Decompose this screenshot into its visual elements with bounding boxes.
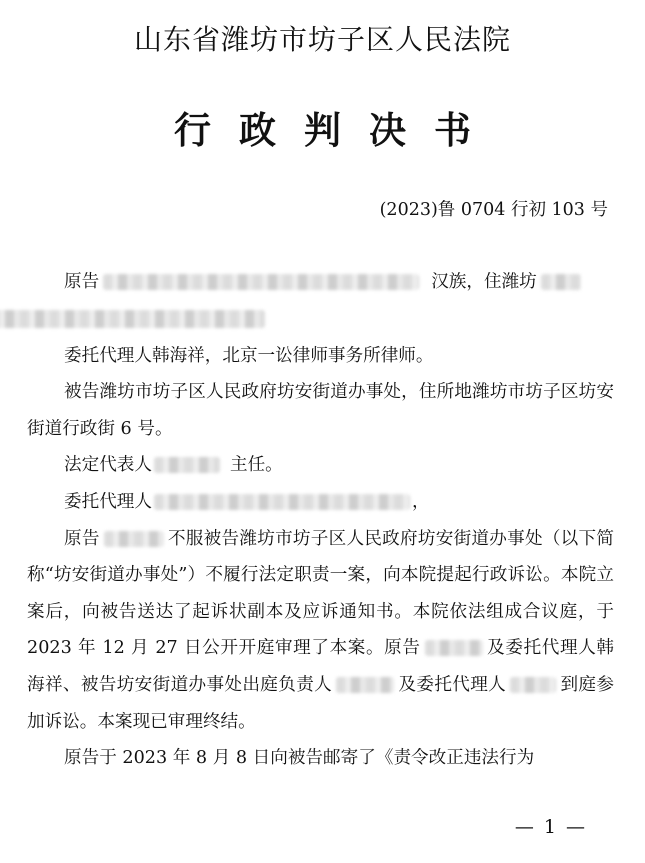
paragraph-plaintiff-agent: 委托代理人韩海祥，北京一讼律师事务所律师。 [64,345,434,366]
plaintiff-suffix: 汉族，住潍坊 [431,272,537,292]
case-text-part1: 不服被告潍坊市坊子区人民政府坊安街道办事处（以下简称“坊安街道办事处”）不履行法定职责一案，向本院提起行政诉讼。本院立案后，向被告送达了起诉状副本及应诉通知书。本院依法组成合议庭，于 2023 年 12 月 27 日公开开庭审理了本案。原告 [27,528,614,659]
redacted-plaintiff-name-2 [425,640,483,656]
page-number: — 1 — [514,816,587,838]
case-prefix: 原告 [64,528,100,549]
case-number: (2023)鲁 0704 行初 103 号 [379,200,608,220]
redacted-legal-rep-name [154,457,220,473]
case-text-part4: 到庭参加诉讼。本案现已审理终结。 [27,674,614,732]
legal-rep-suffix: 主任。 [229,455,283,476]
document-title: 行政判决书 [174,108,499,152]
agent-defendant-prefix: 委托代理人 [64,491,152,512]
redacted-plaintiff-name [104,531,164,547]
redacted-address-continued [0,310,265,328]
court-name: 山东省潍坊市坊子区人民法院 [133,23,511,56]
plaintiff-prefix: 原告 [64,272,100,292]
paragraph-defendant: 被告潍坊市坊子区人民政府坊安街道办事处，住所地潍坊市坊子区坊安街道行政街 6 号。 [27,382,614,439]
redacted-address [541,274,581,290]
agent-defendant-suffix: ， [411,491,430,512]
legal-rep-prefix: 法定代表人 [64,455,152,476]
paragraph-plaintiff [27,264,614,328]
judgment-body [27,264,614,777]
redacted-plaintiff-info [103,274,419,290]
paragraph-defendant-agent [27,484,614,521]
paragraph-case-summary [27,521,614,741]
case-text-part2: 及委托代理人韩海祥、被告坊安街道办事处出庭负责人 [27,638,614,695]
paragraph-facts: 原告于 2023 年 8 月 8 日向被告邮寄了《责令改正违法行为 [64,748,535,769]
redacted-agent-info [154,494,410,510]
redacted-responsible-person [336,677,394,693]
redacted-agent-name [510,677,556,693]
case-text-part3: 及委托代理人 [398,674,507,695]
paragraph-legal-representative [27,447,614,484]
